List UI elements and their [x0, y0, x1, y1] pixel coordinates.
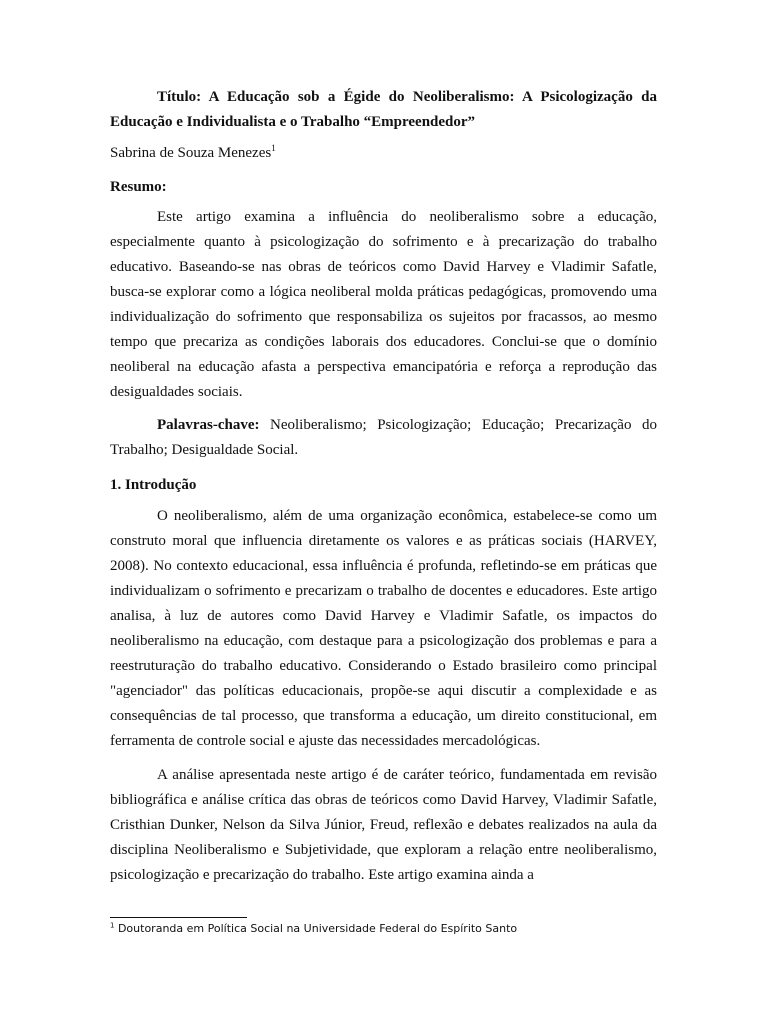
section-heading-introduction: 1. Introdução	[110, 477, 197, 493]
keywords-text: Neoliberalismo; Psicologização; Educação; Precarização do Trabalho; Desigualdade Social.	[110, 417, 657, 458]
author-footnote-marker[interactable]: 1	[271, 143, 276, 153]
footnote-separator	[110, 917, 247, 918]
keywords-label: Palavras-chave:	[157, 417, 260, 433]
footnote-marker: 1	[110, 921, 115, 930]
intro-paragraph-1: O neoliberalismo, além de uma organização econômica, estabelece-se como um construto moral que influencia diretamente os valores e as práticas sociais (HARVEY, 2008). No contexto educacional, essa influência é profunda, refletindo-se em práticas que individualizam o sofrimento e precarizam o trabalho de docentes e educadores. Este artigo analisa, à luz de autores como David Harvey e Vladimir Safatle, os impactos do neoliberalismo na educação, com destaque para a psicologização dos problemas e para a reestruturação do trabalho educativo. Considerando o Estado brasileiro como principal "agenciador" das políticas educacionais, propõe-se aqui discutir a complexidade e as consequências de tal processo, que transforma a educação, um direito constitucional, em ferramenta de controle social e ajuste das necessidades mercadológicas.	[110, 508, 657, 749]
intro-paragraph-2: A análise apresentada neste artigo é de caráter teórico, fundamentada em revisão bibliográfica e análise crítica das obras de teóricos como David Harvey, Vladimir Safatle, Cristhian Dunker, Nelson da Silva Júnior, Freud, reflexão e debates realizados na aula da disciplina Neoliberalismo e Subjetividade, que exploram a relação entre neoliberalismo, psicologização e precarização do trabalho. Este artigo examina ainda a	[110, 767, 657, 883]
author-name-text: Sabrina de Souza Menezes	[110, 145, 272, 161]
abstract-heading: Resumo:	[110, 179, 167, 195]
document-page	[110, 0, 657, 1024]
footnote-text: Doutoranda em Política Social na Universidade Federal do Espírito Santo	[114, 922, 518, 935]
footnote	[110, 921, 670, 937]
abstract-paragraph: Este artigo examina a influência do neoliberalismo sobre a educação, especialmente quanto à psicologização do sofrimento e à precarização do trabalho educativo. Baseando-se nas obras de teóricos como David Harvey e Vladimir Safatle, busca-se explorar como a lógica neoliberal molda práticas pedagógicas, promovendo uma individualização do sofrimento que responsabiliza os sujeitos por fracassos, ao mesmo tempo que precariza as condições laborais dos educadores. Conclui-se que o domínio neoliberal na educação afasta a perspectiva emancipatória e reforça a reprodução das desigualdades sociais.	[110, 209, 657, 400]
article-title: Título: A Educação sob a Égide do Neoliberalismo: A Psicologização da Educação e Individualista e o Trabalho “Empreendedor”	[110, 89, 657, 130]
author-name	[110, 143, 276, 163]
keywords-paragraph	[110, 413, 657, 463]
